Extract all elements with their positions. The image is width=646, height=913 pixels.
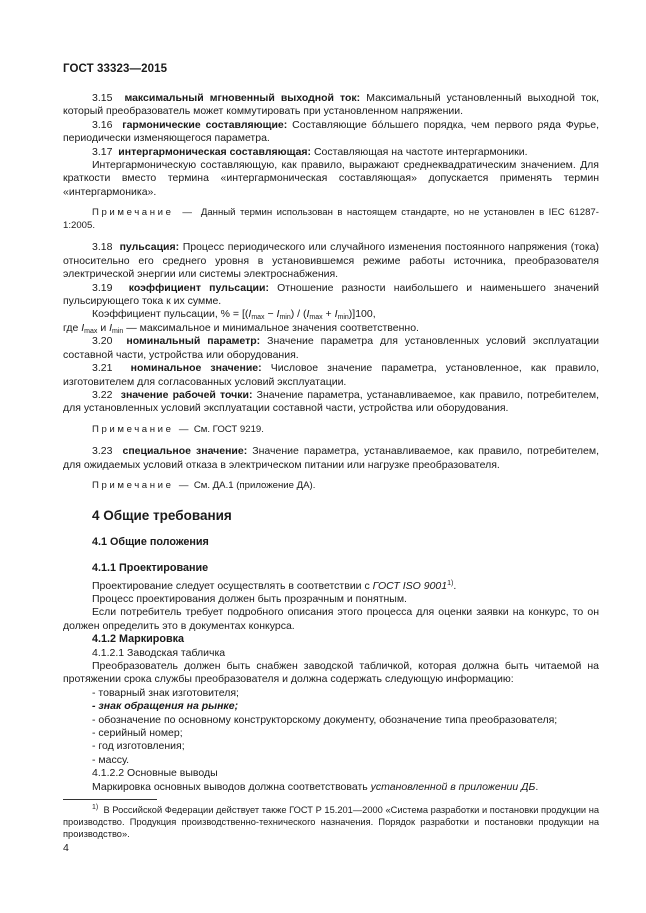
page-header-standard-number: ГОСТ 33323—2015 <box>63 63 168 75</box>
term-3-19 <box>63 282 599 309</box>
note-text: См. ГОСТ 9219. <box>193 423 264 435</box>
term-name: пульсация: <box>119 241 180 254</box>
term-number: 3.16 <box>92 118 113 131</box>
text: Проектирование следует осуществлять в соответствии с <box>92 579 370 592</box>
term-3-15 <box>63 92 599 119</box>
formula-subscript: min <box>279 314 291 322</box>
section-4-1-2-2-heading: 4.1.2.2 Основные выводы <box>92 767 218 780</box>
where-prefix: где <box>63 321 79 334</box>
term-3-20 <box>63 335 599 362</box>
formula-subscript: max <box>84 327 98 335</box>
term-definition: Отношение разности наибольшего и наименьшего значений пульсирующего тока к их сумме. <box>63 281 599 308</box>
footnote-separator <box>63 799 157 800</box>
footnote-text <box>63 804 599 840</box>
formula-symbol: I <box>248 308 252 321</box>
term-number: 3.23 <box>92 445 113 458</box>
design-paragraph-1 <box>63 580 599 593</box>
design-paragraph-3: Если потребитель требует подробного описания этого процесса для оценки заявки на конкурс, то он должен определить это в документах конкурса. <box>63 606 599 632</box>
footnote-marker: 1) <box>447 579 454 587</box>
term-3-17-extra: Интергармоническую составляющую, как правило, выражают среднеквадратическим значением. Для краткости вместо термина «интергармоническая составляющая» допускается применять термин «интергармоника». <box>63 159 599 198</box>
formula-symbol: I <box>276 308 280 321</box>
nameplate-paragraph: Преобразователь должен быть снабжен заводской табличкой, которая должна быть читаемой на протяжении срока службы преобразователя и должна содержать следующую информацию: <box>63 659 599 686</box>
note-label: Примечание <box>92 423 174 435</box>
term-definition: Максимальный установленный выходной ток, который преобразователь может коммутировать при установленном напряжении. <box>63 92 600 118</box>
term-definition: Числовое значение параметра, установленное, как правило, изготовителем для согласованных условий эксплуатации. <box>63 362 599 388</box>
list-item: - год изготовления; <box>92 740 185 753</box>
list-item <box>63 700 599 713</box>
where-and: и <box>100 321 107 334</box>
note-dash: — <box>178 423 189 435</box>
section-4-1-2-heading: 4.1.2 Маркировка <box>92 633 185 646</box>
note-label: Примечание <box>92 480 174 492</box>
page-number: 4 <box>63 842 69 854</box>
note-dash: — <box>182 207 192 219</box>
term-name: специальное значение: <box>122 445 248 458</box>
section-4-1-1-heading: 4.1.1 Проектирование <box>92 562 209 575</box>
spacer <box>63 553 599 562</box>
section-4-1-2-1-heading: 4.1.2.1 Заводская табличка <box>92 646 226 659</box>
design-paragraph-2: Процесс проектирования должен быть прозрачным и понятным. <box>92 592 407 605</box>
section-4-heading: 4 Общие требования <box>92 507 232 523</box>
term-3-21 <box>63 362 599 389</box>
term-number: 3.19 <box>92 281 113 294</box>
where-suffix: — максимальное и минимальное значения соответственно. <box>126 321 419 334</box>
note-text: Данный термин использован в настоящем стандарте, но не установлен в IEC 61287-1:2005. <box>63 207 599 231</box>
formula-prefix: Коэффициент пульсации, % = [( <box>92 308 249 321</box>
footnote-mark: 1) <box>92 804 99 811</box>
term-number: 3.15 <box>92 92 113 104</box>
term-name: интергармоническая составляющая: <box>118 145 312 158</box>
note-1 <box>63 207 599 232</box>
term-number: 3.20 <box>92 335 113 348</box>
term-name: коэффициент пульсации: <box>128 281 269 294</box>
term-name: номинальный параметр: <box>126 335 261 348</box>
term-name: максимальный мгновенный выходной ток: <box>124 92 361 104</box>
standard-reference: ГОСТ ISO 9001 <box>372 579 448 592</box>
formula-explanation <box>63 322 599 335</box>
term-3-16 <box>63 119 599 146</box>
formula-symbol: I <box>81 321 85 334</box>
term-number: 3.18 <box>92 241 113 254</box>
term-number: 3.21 <box>92 362 113 375</box>
page-content <box>63 92 599 794</box>
term-definition: Процесс периодического или случайного изменения постоянного напряжения (тока) относительно его среднего уровня в установившемся режиме работы источника, преобразователя электрической энергии или системы электроснабжения. <box>63 241 599 281</box>
term-name: номинальное значение: <box>130 362 262 375</box>
text: Маркировка основных выводов должна соответствовать <box>92 780 368 793</box>
term-3-18 <box>63 241 599 281</box>
note-dash: — <box>178 480 189 492</box>
list-item: - серийный номер; <box>92 727 183 739</box>
note-label: Примечание <box>92 207 174 219</box>
formula-symbol: I <box>334 308 338 321</box>
term-name: гармонические составляющие: <box>122 118 288 131</box>
term-number: 3.22 <box>92 388 113 401</box>
term-3-23 <box>63 445 599 472</box>
term-3-17 <box>63 146 599 159</box>
formula-subscript: min <box>337 314 349 322</box>
footnote-body: В Российской Федерации действует также ГОСТ Р 15.201—2000 «Система разработки и постановки продукции на производство. Продукция производственно-технического назначения. Порядок разработки и постановки продукции на производство». <box>63 805 600 839</box>
list-item: - обозначение по основному конструкторскому документу, обозначение типа преобразователя; <box>92 713 558 726</box>
list-item-emphasis: - знак обращения на рынке; <box>92 700 239 713</box>
term-3-22 <box>63 389 599 416</box>
terminals-paragraph <box>63 781 599 794</box>
formula-suffix: )]100, <box>348 308 376 321</box>
term-number: 3.17 <box>92 145 113 158</box>
term-definition: Составляющая на частоте интергармоники. <box>313 145 528 158</box>
formula-symbol: I <box>109 321 113 334</box>
list-item: - массу. <box>92 753 130 766</box>
list-item: - товарный знак изготовителя; <box>92 686 239 699</box>
ripple-formula: Коэффициент пульсации, % = $[(I_{max} - I_{min}) / (I_{max} + I_{min})]100$, <box>92 308 376 322</box>
term-definition: Значение параметра для установленных условий эксплуатации составной части, устройства или оборудования. <box>63 335 600 361</box>
annex-reference: установленной в приложении ДБ <box>370 780 536 793</box>
note-2 <box>63 424 599 437</box>
note-text: См. ДА.1 (приложение ДА). <box>193 480 316 492</box>
section-4-1-heading: 4.1 Общие положения <box>92 535 209 548</box>
formula-symbol: I <box>306 308 310 321</box>
formula-subscript: min <box>112 327 124 335</box>
formula-subscript: max <box>309 314 323 322</box>
term-definition: Значение параметра, устанавливаемое, как правило, потребителем, для установленных условий эксплуатации составной части, устройства или оборудования. <box>63 388 599 415</box>
text: . <box>535 780 539 793</box>
term-definition: Значение параметра, устанавливаемое, как правило, потребителем, для ожидаемых условий отказа в электрическом питании или нагрузке преобразователя. <box>63 445 600 471</box>
text: . <box>453 579 457 592</box>
term-definition: Составляющие бóльшего порядка, чем первого ряда Фурье, периодически изменяющегося параметра. <box>63 118 599 145</box>
note-3 <box>63 480 599 493</box>
formula-subscript: max <box>251 314 265 322</box>
footnote <box>63 804 599 840</box>
term-name: значение рабочей точки: <box>120 388 253 401</box>
